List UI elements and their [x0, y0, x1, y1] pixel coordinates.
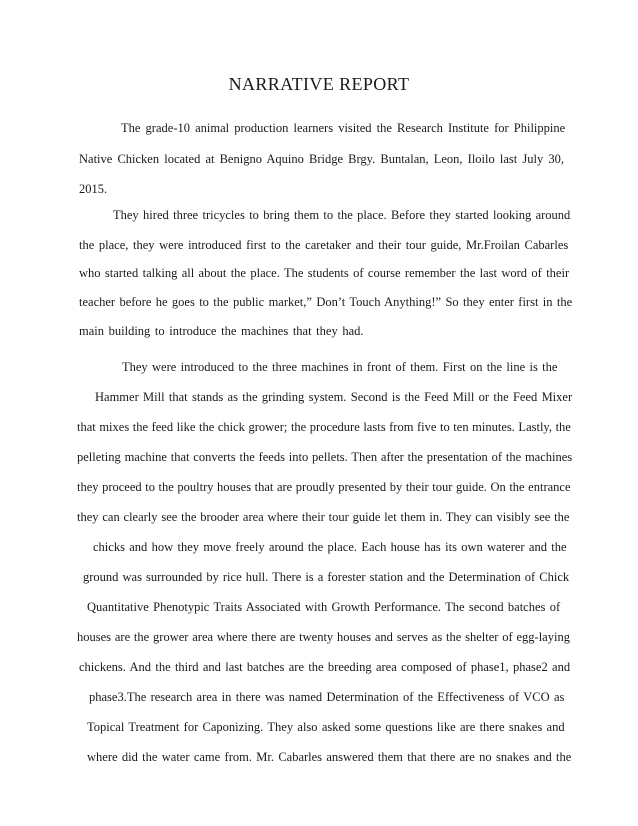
page-title: NARRATIVE REPORT: [228, 74, 410, 94]
document-page: NARRATIVE REPORT The grade-10 animal production learners visited the Research Institute for Philippine Native Chicken located at Benigno Aquino Bridge Brgy. Buntalan, Leon, Iloilo last July 30, 2015. They hired three tricycles to bring them to the place. Before they started looking around the place, they were introduced first to the caretaker and their tour guide, Mr.Froilan Cabarles who started talking all about the place. The students of course remember the last word of their teacher before he goes to the public market,” Don’t Touch Anything!” So they enter first in the main building to introduce the machines that they had. They were introduced to the three machines in front of them. First on the line is the Hammer Mill that stands as the grinding system. Second is the Feed Mill or the Feed Mixer that mixes the feed like the chick grower; the procedure lasts from five to ten minutes. Lastly, the pelleting machine that converts the feeds into pellets. Then after the presentation of the machines they proceed to the poultry houses that are proudly presented by their tour guide. On the entrance they can clearly see the brooder area where their tour guide let them in. They can visibly see the chicks and how they move freely around the place. Each house has its own waterer and the ground was surrounded by rice hull. There is a forester station and the Determination of Chick Quantitative Phenotypic Traits Associated with Growth Performance. The second batches of houses are the grower area where there are twenty houses and serves as the shelter of egg-laying chickens. And the third and last batches are the breeding area composed of phase1, phase2 and phase3.The research area in there was named Determination of the Effectiveness of VCO as Topical Treatment for Caponizing. They also asked some questions like are there snakes and where did the water came from. Mr. Cabarles answered them that there are no snakes and the: [0, 0, 638, 826]
